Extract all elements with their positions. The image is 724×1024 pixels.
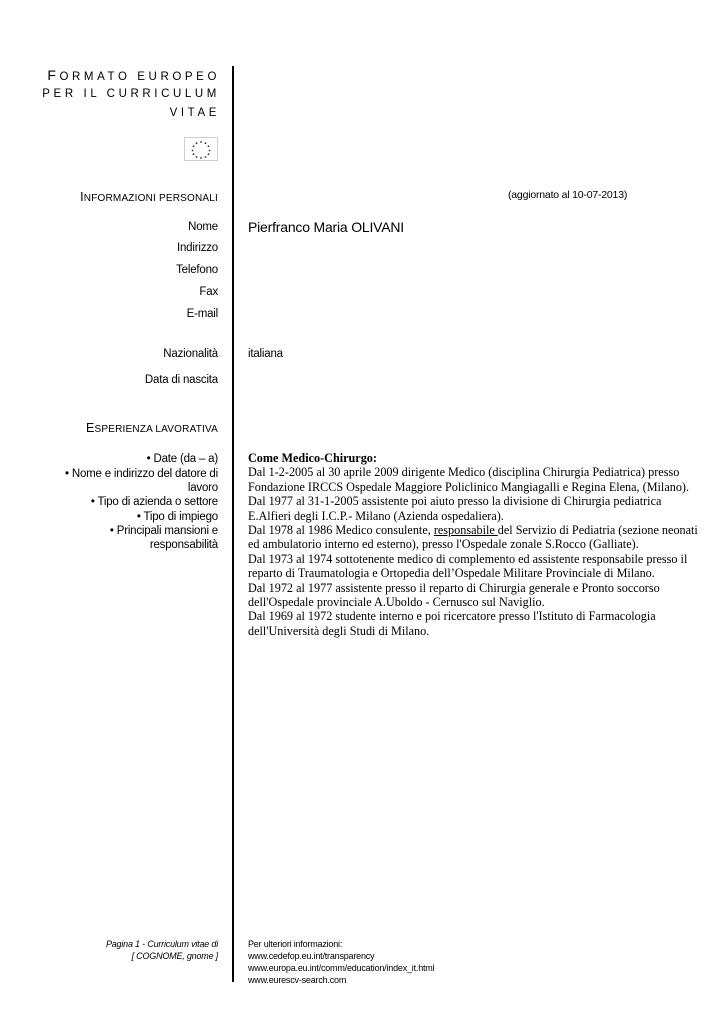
title-rest: ORMATO EUROPEO — [59, 71, 220, 83]
experience-paragraph: Dal 1972 al 1977 assistente presso il reparto di Chirurgia generale e Pronto soccorso dell'Ospedale provinciale A.Uboldo - Cernusco sul Naviglio. — [248, 580, 660, 610]
experience-heading: Come Medico-Chirurgo: — [248, 451, 377, 465]
footer-links — [248, 938, 434, 986]
footer-name-placeholder: [ COGNOME, gnome ] — [131, 951, 218, 961]
updated-date: (aggiornato al 10-07-2013) — [508, 189, 628, 201]
label-phone: Telefono — [176, 264, 218, 276]
label-email: E-mail — [186, 308, 218, 320]
experience-paragraph: Dal 1973 al 1974 sottotenente medico di complemento ed assistente responsabile presso il reparto di Traumatologia e Ortopedia dell’Ospedale Militare Provinciale di Milano. — [248, 551, 688, 581]
label-name: Nome — [188, 221, 218, 233]
column-divider — [232, 66, 234, 982]
footer-link-eurescv[interactable]: www.eurescv-search.com — [248, 975, 347, 985]
label-address: Indirizzo — [176, 242, 218, 254]
footer-info-label: Per ulteriori informazioni: — [248, 939, 343, 949]
paragraph-part: del Servizio di Pediatria (sezione neonati ed ambulatorio interno ed esterno), presso l'Ospedale zonale S.Rocco (Galliate). — [248, 523, 698, 552]
bullet-job-type: • Tipo di impiego — [136, 510, 218, 523]
experience-paragraph — [248, 523, 698, 552]
section-capital: I — [80, 190, 84, 204]
footer-link-cedefop[interactable]: www.cedefop.eu.int/transparency — [248, 951, 375, 961]
experience-field-labels — [40, 452, 218, 553]
label-fax: Fax — [199, 286, 218, 298]
section-rest: NFORMAZIONI PERSONALI — [83, 193, 218, 204]
cv-title-line2: PER IL CURRICULUM — [42, 88, 220, 100]
experience-paragraph: Dal 1969 al 1972 studente interno e poi ricercatore presso l'Istituto di Farmacologia dell'Università degli Studi di Milano. — [248, 609, 656, 638]
bullet-responsibilities: • Principali mansioni e responsabilità — [109, 525, 218, 551]
bullet-dates: • Date (da – a) — [146, 453, 218, 465]
experience-text — [248, 451, 698, 638]
cv-title-line1 — [40, 66, 220, 86]
value-name: Pierfranco Maria OLIVANI — [248, 219, 404, 235]
section-capital: E — [85, 421, 95, 435]
footer-page-line: Pagina 1 - Curriculum vitae di — [105, 939, 218, 949]
cv-title-line3: VITAE — [169, 107, 220, 119]
title-capital: F — [47, 67, 60, 83]
eu-flag-icon — [184, 137, 218, 161]
section-rest: SPERIENZA LAVORATIVA — [94, 424, 218, 435]
value-nationality: italiana — [248, 348, 283, 360]
section-personal-info — [40, 190, 218, 204]
experience-paragraph: Dal 1-2-2005 al 30 aprile 2009 dirigente Medico (disciplina Chirurgia Pediatrica) presso Fondazione IRCCS Ospedale Maggiore Policlinico Mangiagalli e Regina Elena, (Milano). — [248, 465, 690, 494]
section-work-experience — [40, 421, 218, 435]
footer-link-europa[interactable]: www.europa.eu.int/comm/education/index_it.html — [248, 963, 435, 973]
paragraph-part: Dal 1978 al 1986 Medico consulente, — [248, 523, 434, 538]
footer-page-info — [40, 938, 218, 962]
label-birthdate: Data di nascita — [144, 374, 218, 386]
label-nationality: Nazionalità — [163, 348, 218, 360]
experience-paragraph: Dal 1977 al 31-1-2005 assistente poi aiuto presso la divisione di Chirurgia pediatrica E.Alfieri degli I.C.P.- Milano (Azienda ospedaliera). — [248, 494, 662, 523]
underlined-word: responsabile — [433, 523, 498, 538]
bullet-employer: • Nome e indirizzo del datore di lavoro — [65, 467, 218, 494]
bullet-sector: • Tipo di azienda o settore — [90, 496, 218, 508]
